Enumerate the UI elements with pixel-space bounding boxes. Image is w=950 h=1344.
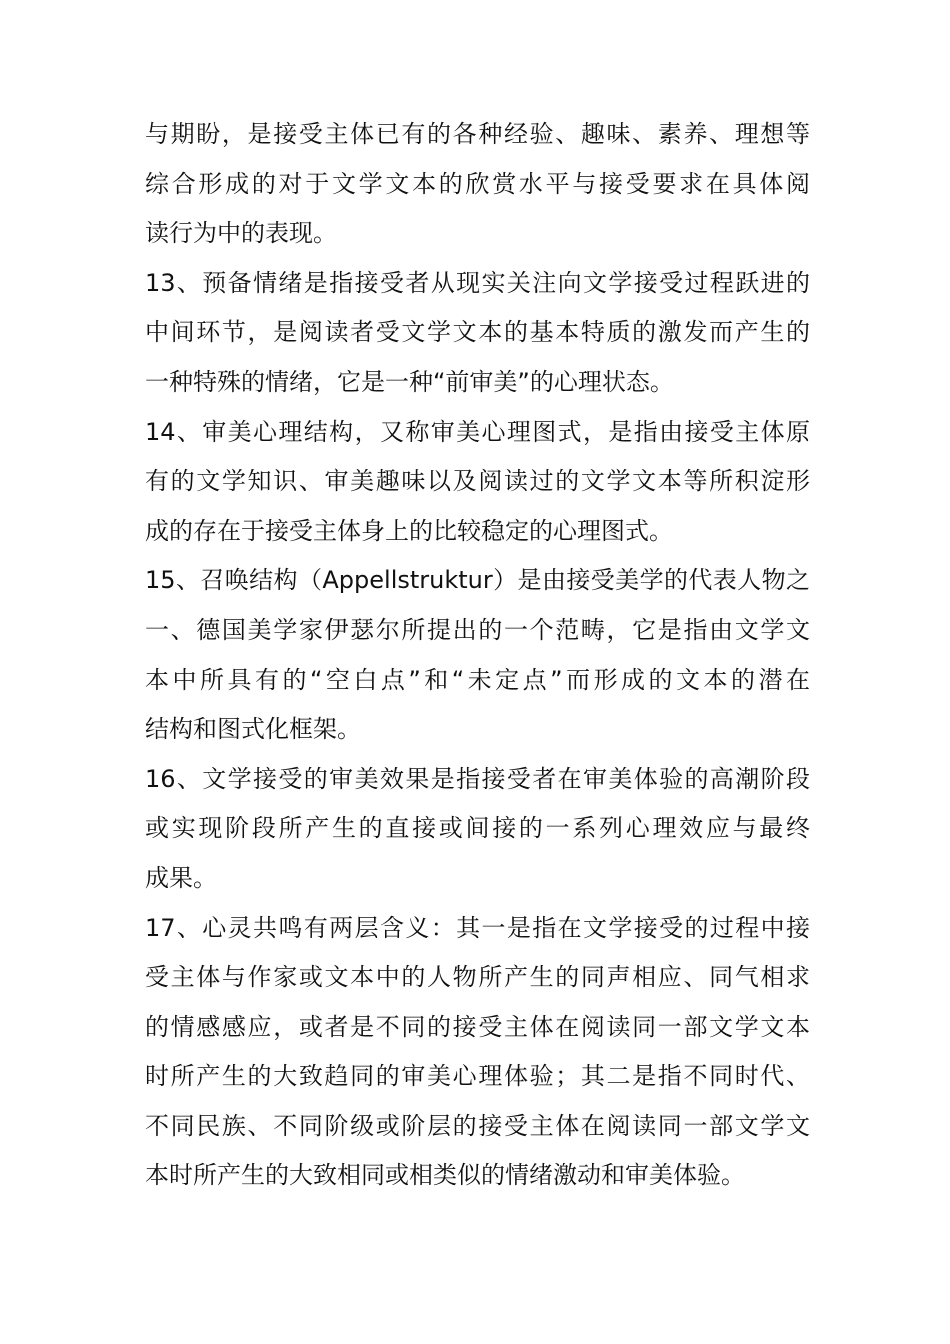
text-line: 结构和图式化框架。 (145, 715, 361, 744)
text-line: 受主体与作家或文本中的人物所产生的同声相应、同气相求 (145, 963, 810, 992)
text-line: 一种特殊的情绪，它是一种“前审美”的心理状态。 (145, 367, 674, 396)
text-line: 成果。 (145, 863, 217, 892)
paragraph-14 (145, 408, 810, 557)
text-line: 成的存在于接受主体身上的比较稳定的心理图式。 (145, 516, 673, 545)
text-line: 16、文学接受的审美效果是指接受者在审美体验的高潮阶段 (145, 764, 810, 793)
text-line: 读行为中的表现。 (145, 219, 337, 248)
text-line: 时所产生的大致趋同的审美心理体验；其二是指不同时代、 (145, 1062, 810, 1091)
text-line: 或实现阶段所产生的直接或间接的一系列心理效应与最终 (145, 814, 810, 843)
paragraph-15 (145, 556, 810, 754)
text-line: 与期盼，是接受主体已有的各种经验、趣味、素养、理想等 (145, 120, 810, 148)
text-line: 一、德国美学家伊瑟尔所提出的一个范畴，它是指由文学文 (145, 615, 810, 644)
document-body (145, 110, 810, 1201)
text-line: 中间环节，是阅读者受文学文本的基本特质的激发而产生的 (145, 318, 810, 347)
text-line: 的情感感应，或者是不同的接受主体在阅读同一部文学文本 (145, 1012, 810, 1041)
text-line: 不同民族、不同阶级或阶层的接受主体在阅读同一部文学文 (145, 1111, 810, 1140)
text-line: 13、预备情绪是指接受者从现实关注向文学接受过程跃进的 (145, 268, 810, 297)
text-line: 本时所产生的大致相同或相类似的情绪激动和审美体验。 (145, 1161, 745, 1190)
text-line: 本中所具有的“空白点”和“未定点”而形成的文本的潜在 (145, 665, 810, 694)
text-line: 有的文学知识、审美趣味以及阅读过的文学文本等所积淀形 (145, 467, 810, 496)
text-line: 17、心灵共鸣有两层含义：其一是指在文学接受的过程中接 (145, 913, 810, 942)
text-line: 综合形成的对于文学文本的欣赏水平与接受要求在具体阅 (145, 169, 810, 198)
text-line: 14、审美心理结构，又称审美心理图式，是指由接受主体原 (145, 417, 810, 446)
paragraph-13 (145, 259, 810, 408)
paragraph-continuation (145, 110, 810, 259)
text-line: 15、召唤结构（Appellstruktur）是由接受美学的代表人物之 (145, 566, 810, 595)
paragraph-17 (145, 904, 810, 1202)
paragraph-16 (145, 755, 810, 904)
